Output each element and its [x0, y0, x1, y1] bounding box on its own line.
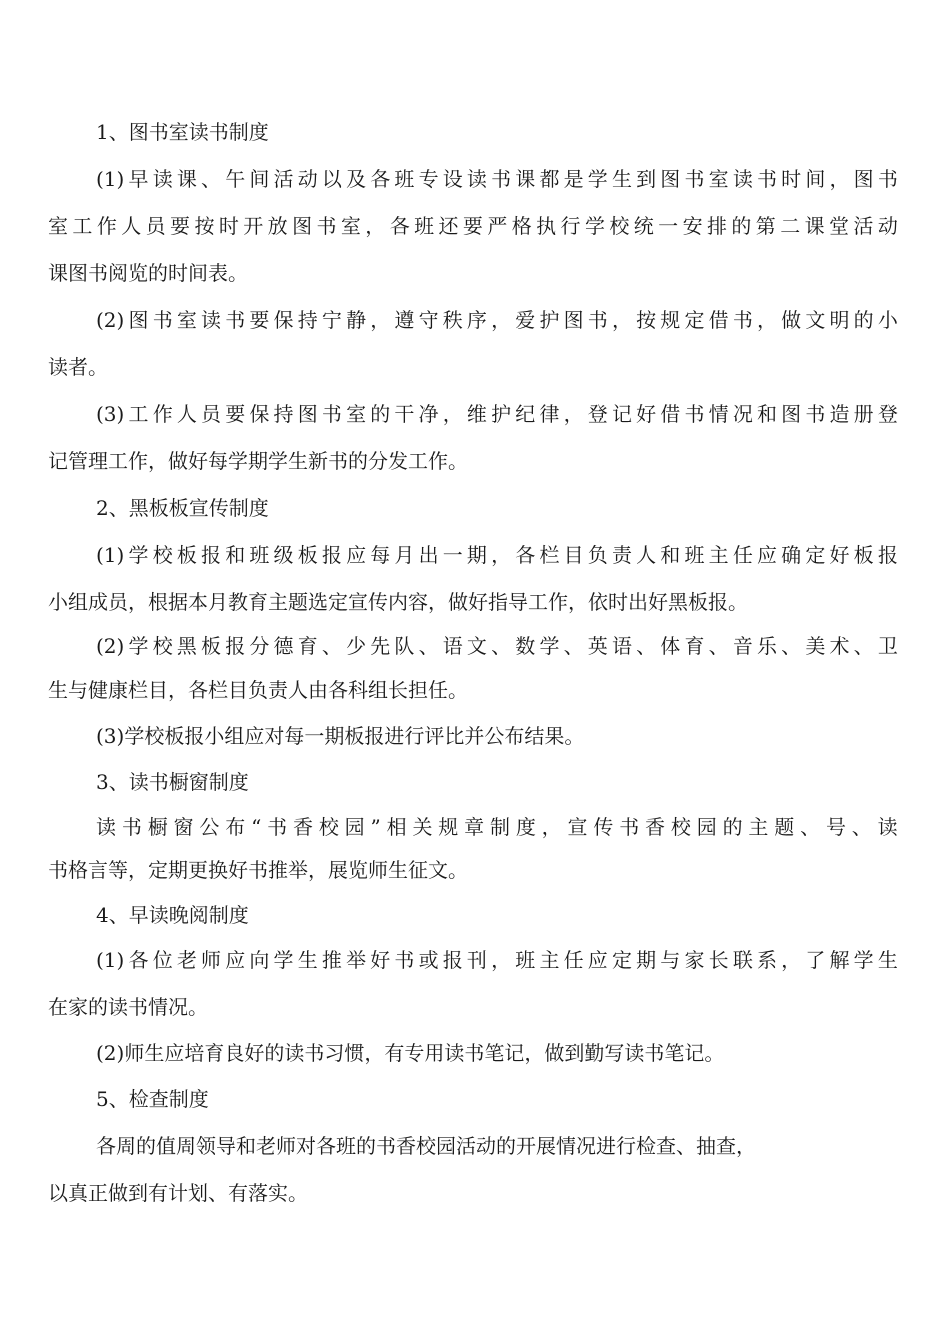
paragraph-line: (2)师生应培育良好的读书习惯，有专用读书笔记，做到勤写读书笔记。 [96, 1041, 725, 1065]
paragraph-line: 记管理工作，做好每学期学生新书的分发工作。 [48, 449, 468, 473]
section-heading-5: 5、检查制度 [96, 1087, 209, 1111]
section-heading-3: 3、读书橱窗制度 [96, 770, 249, 794]
paragraph-line: (3)学校板报小组应对每一期板报进行评比并公布结果。 [96, 724, 585, 748]
section-heading-4: 4、早读晚阅制度 [96, 903, 249, 927]
paragraph-line: (1) 早 读 课 、 午 间 活 动 以 及 各 班 专 设 读 书 课 都 是 学 生 到 图 书 室 读 书 时 间 ， 图 书 [96, 167, 898, 191]
paragraph-line: (2) 学 校 黑 板 报 分 德 育 、 少 先 队 、 语 文 、 数 学 、 英 语 、 体 育 、 音 乐 、 美 术 、 卫 [96, 634, 898, 658]
paragraph-line: 书格言等，定期更换好书推举，展览师生征文。 [48, 858, 468, 882]
paragraph-line: 在家的读书情况。 [48, 995, 208, 1019]
paragraph-line: 小组成员，根据本月教育主题选定宣传内容，做好指导工作，依时出好黑板报。 [48, 590, 748, 614]
paragraph-line: 读者。 [48, 355, 108, 379]
paragraph-line: 以真正做到有计划、有落实。 [48, 1181, 308, 1205]
paragraph-line: 生与健康栏目，各栏目负责人由各科组长担任。 [48, 678, 468, 702]
paragraph-line: 室 工 作 人 员 要 按 时 开 放 图 书 室 ， 各 班 还 要 严 格 执 行 学 校 统 一 安 排 的 第 二 课 堂 活 动 [48, 214, 898, 238]
paragraph-line: (3) 工 作 人 员 要 保 持 图 书 室 的 干 净 ， 维 护 纪 律 ， 登 记 好 借 书 情 况 和 图 书 造 册 登 [96, 402, 898, 426]
section-heading-2: 2、黑板板宣传制度 [96, 496, 269, 520]
paragraph-line: (1) 各 位 老 师 应 向 学 生 推 举 好 书 或 报 刊 ， 班 主 任 应 定 期 与 家 长 联 系 ， 了 解 学 生 [96, 948, 898, 972]
paragraph-line: (2) 图 书 室 读 书 要 保 持 宁 静 ， 遵 守 秩 序 ， 爱 护 图 书 ， 按 规 定 借 书 ， 做 文 明 的 小 [96, 308, 898, 332]
paragraph-line: 课图书阅览的时间表。 [48, 261, 248, 285]
paragraph-line: 读 书 橱 窗 公 布 “ 书 香 校 园 ” 相 关 规 章 制 度 ， 宣 传 书 香 校 园 的 主 题 、 号 、 读 [96, 815, 898, 839]
section-heading-1: 1、图书室读书制度 [96, 120, 269, 144]
paragraph-line: 各周的值周领导和老师对各班的书香校园活动的开展情况进行检查、抽查， [96, 1134, 756, 1158]
paragraph-line: (1) 学 校 板 报 和 班 级 板 报 应 每 月 出 一 期 ， 各 栏 目 负 责 人 和 班 主 任 应 确 定 好 板 报 [96, 543, 898, 567]
